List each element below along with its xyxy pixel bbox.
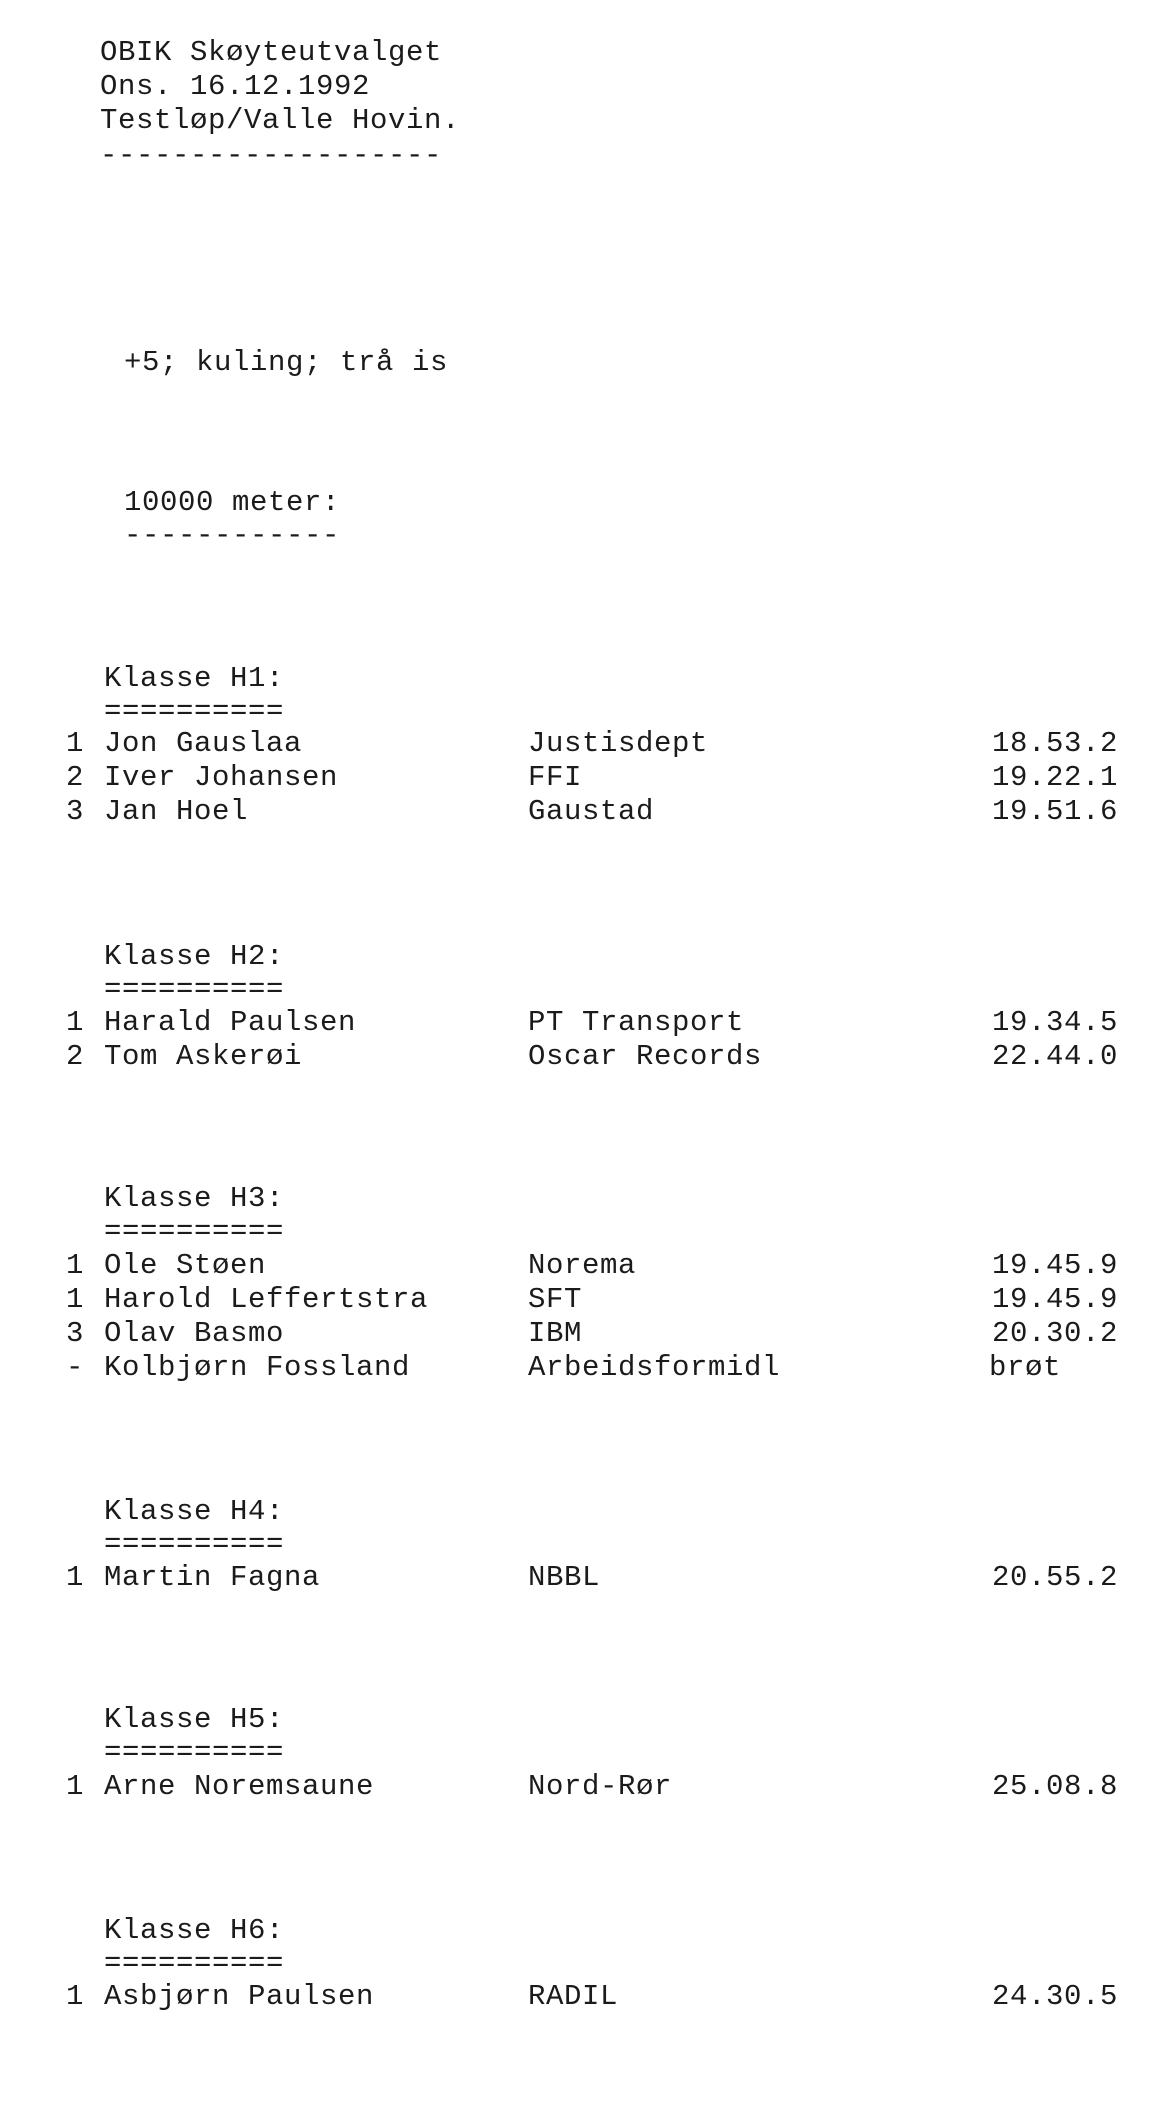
result-time: 18.53.2: [991, 727, 1118, 760]
result-club: PT Transport: [528, 1006, 745, 1039]
class-rule: ==========: [104, 1947, 285, 1980]
distance-title: 10000 meter:: [124, 486, 341, 519]
class-title: Klasse H6:: [104, 1914, 285, 1947]
result-time: 19.45.9: [991, 1249, 1118, 1282]
result-club: Nord-Rør: [528, 1770, 673, 1803]
class-title: Klasse H4:: [104, 1495, 285, 1528]
result-place: 3: [65, 795, 84, 828]
result-club: Gaustad: [528, 795, 655, 828]
result-time: 19.22.1: [991, 761, 1118, 794]
class-rule: ==========: [104, 1528, 285, 1561]
result-name: Harald Paulsen: [104, 1006, 357, 1039]
result-place: 2: [65, 761, 84, 794]
result-place: 1: [65, 727, 84, 760]
class-rule: ==========: [104, 1215, 285, 1248]
result-name: Martin Fagna: [104, 1561, 321, 1594]
result-place: 1: [65, 1561, 84, 1594]
result-place: 1: [65, 1283, 84, 1316]
result-club: FFI: [528, 761, 583, 794]
result-club: SFT: [528, 1283, 583, 1316]
result-name: Asbjørn Paulsen: [104, 1980, 375, 2013]
result-name: Ole Støen: [104, 1249, 267, 1282]
result-place: 3: [65, 1317, 84, 1350]
result-name: Kolbjørn Fossland: [104, 1351, 411, 1384]
result-place: 1: [65, 1770, 84, 1803]
result-time: 19.34.5: [991, 1006, 1118, 1039]
result-time: 19.51.6: [991, 795, 1118, 828]
class-rule: ==========: [104, 973, 285, 1006]
result-time: 20.55.2: [991, 1561, 1118, 1594]
result-name: Iver Johansen: [104, 761, 339, 794]
organizer-title: OBIK Skøyteutvalget: [100, 36, 443, 69]
result-time: 25.08.8: [991, 1770, 1118, 1803]
result-place: 1: [65, 1006, 84, 1039]
result-time: 20.30.2: [991, 1317, 1118, 1350]
result-club: Arbeidsformidl: [528, 1351, 781, 1384]
class-title: Klasse H5:: [104, 1703, 285, 1736]
result-name: Harold Leffertstra: [104, 1283, 429, 1316]
distance-underline: ------------: [124, 519, 341, 552]
result-name: Arne Noremsaune: [104, 1770, 375, 1803]
result-name: Olav Basmo: [104, 1317, 285, 1350]
result-name: Tom Askerøi: [104, 1040, 303, 1073]
header-underline: -------------------: [100, 139, 443, 172]
class-title: Klasse H1:: [104, 662, 285, 695]
class-title: Klasse H3:: [104, 1182, 285, 1215]
result-time: 19.45.9: [991, 1283, 1118, 1316]
class-rule: ==========: [104, 695, 285, 728]
result-place: 1: [65, 1980, 84, 2013]
result-club: Oscar Records: [528, 1040, 763, 1073]
result-time: brøt: [988, 1351, 1061, 1384]
result-time: 24.30.5: [991, 1980, 1118, 2013]
class-title: Klasse H2:: [104, 940, 285, 973]
result-time: 22.44.0: [991, 1040, 1118, 1073]
result-club: RADIL: [528, 1980, 619, 2013]
result-place: 1: [65, 1249, 84, 1282]
weather-conditions: +5; kuling; trå is: [124, 346, 449, 379]
class-rule: ==========: [104, 1736, 285, 1769]
result-club: Norema: [528, 1249, 637, 1282]
result-club: Justisdept: [528, 727, 709, 760]
result-club: NBBL: [528, 1561, 601, 1594]
event-date: Ons. 16.12.1992: [100, 70, 371, 103]
result-place: 2: [65, 1040, 84, 1073]
result-place: -: [65, 1351, 84, 1384]
event-venue: Testløp/Valle Hovin.: [100, 104, 461, 137]
result-name: Jon Gauslaa: [104, 727, 303, 760]
result-club: IBM: [528, 1317, 583, 1350]
result-name: Jan Hoel: [104, 795, 249, 828]
